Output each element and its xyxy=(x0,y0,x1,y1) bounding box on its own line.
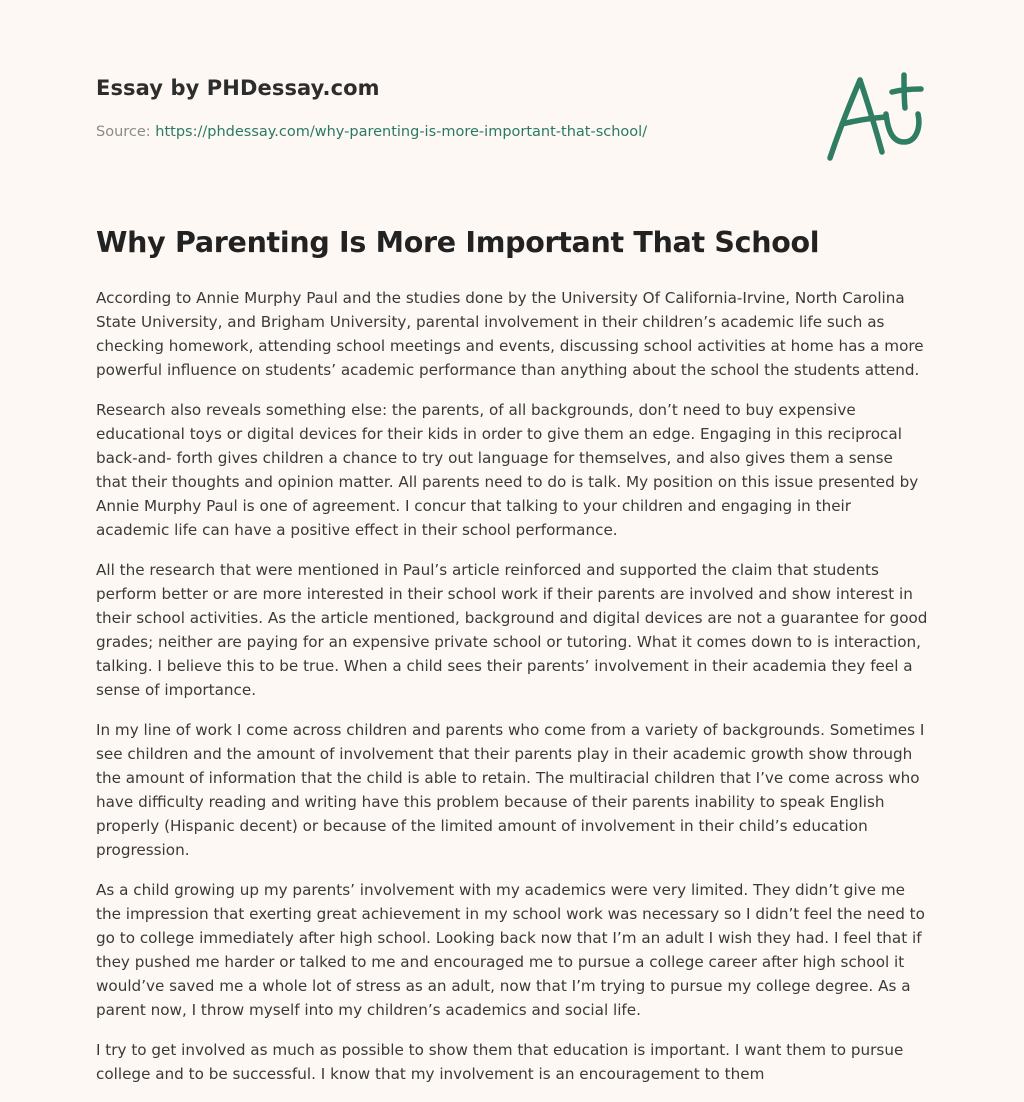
article-body xyxy=(96,286,928,1102)
source-label: Source: xyxy=(96,124,156,140)
article-paragraph: According to Annie Murphy Paul and the studies done by the University Of California-Irvine, North Carolina State University, and Brigham University, parental involvement in their children’s academic life such as checking homework, attending school meetings and events, discussing school activities at home has a more powerful influence on students’ academic performance than anything about the school the students attend. xyxy=(96,289,924,379)
source-line xyxy=(96,124,647,140)
site-brand: Essay by PHDessay.com xyxy=(96,76,380,100)
article-paragraph: As a child growing up my parents’ involvement with my academics were very limited. They didn’t give me the impression that exerting great achievement in my school work was necessary so I didn’t feel the need to go to college immediately after high school. Looking back now that I’m an adult I wish they had. I feel that if they pushed me harder or talked to me and encouraged me to pursue a college career after high school it would’ve saved me a whole lot of stress as an adult, now that I’m trying to pursue my college degree. As a parent now, I throw myself into my children’s academics and social life. xyxy=(96,881,925,1019)
article-paragraph: I try to get involved as much as possible to show them that education is important. I want them to pursue college and to be successful. I know that my involvement is an encouragement to them xyxy=(96,1041,904,1083)
article-paragraph: All the research that were mentioned in Paul’s article reinforced and supported the claim that students perform better or are more interested in their school work if their parents are involved and show interest in their school activities. As the article mentioned, background and digital devices are not a guarantee for good grades; neither are paying for an expensive private school or tutoring. What it comes down to is interaction, talking. I believe this to be true. When a child sees their parents’ involvement in their academia they feel a sense of importance. xyxy=(96,561,928,699)
page-header xyxy=(96,0,928,200)
a-plus-grade-icon xyxy=(824,68,928,164)
article-paragraph: Research also reveals something else: the parents, of all backgrounds, don’t need to buy expensive educational toys or digital devices for their kids in order to give them an edge. Engaging in this reciprocal back-and- forth gives children a chance to try out language for themselves, and also gives them a sense that their thoughts and opinion matter. All parents need to do is talk. My position on this issue presented by Annie Murphy Paul is one of agreement. I concur that talking to your children and engaging in their academic life can have a positive effect in their school performance. xyxy=(96,401,919,539)
article-title: Why Parenting Is More Important That School xyxy=(96,226,820,259)
article-paragraph: In my line of work I come across children and parents who come from a variety of backgrounds. Sometimes I see children and the amount of involvement that their parents play in their academic growth show through the amount of information that the child is able to retain. The multiracial children that I’ve come across who have difficulty reading and writing have this problem because of their parents inability to speak English properly (Hispanic decent) or because of the limited amount of involvement in their child’s education progression. xyxy=(96,721,925,859)
source-link[interactable]: https://phdessay.com/why-parenting-is-more-important-that-school/ xyxy=(155,124,648,140)
